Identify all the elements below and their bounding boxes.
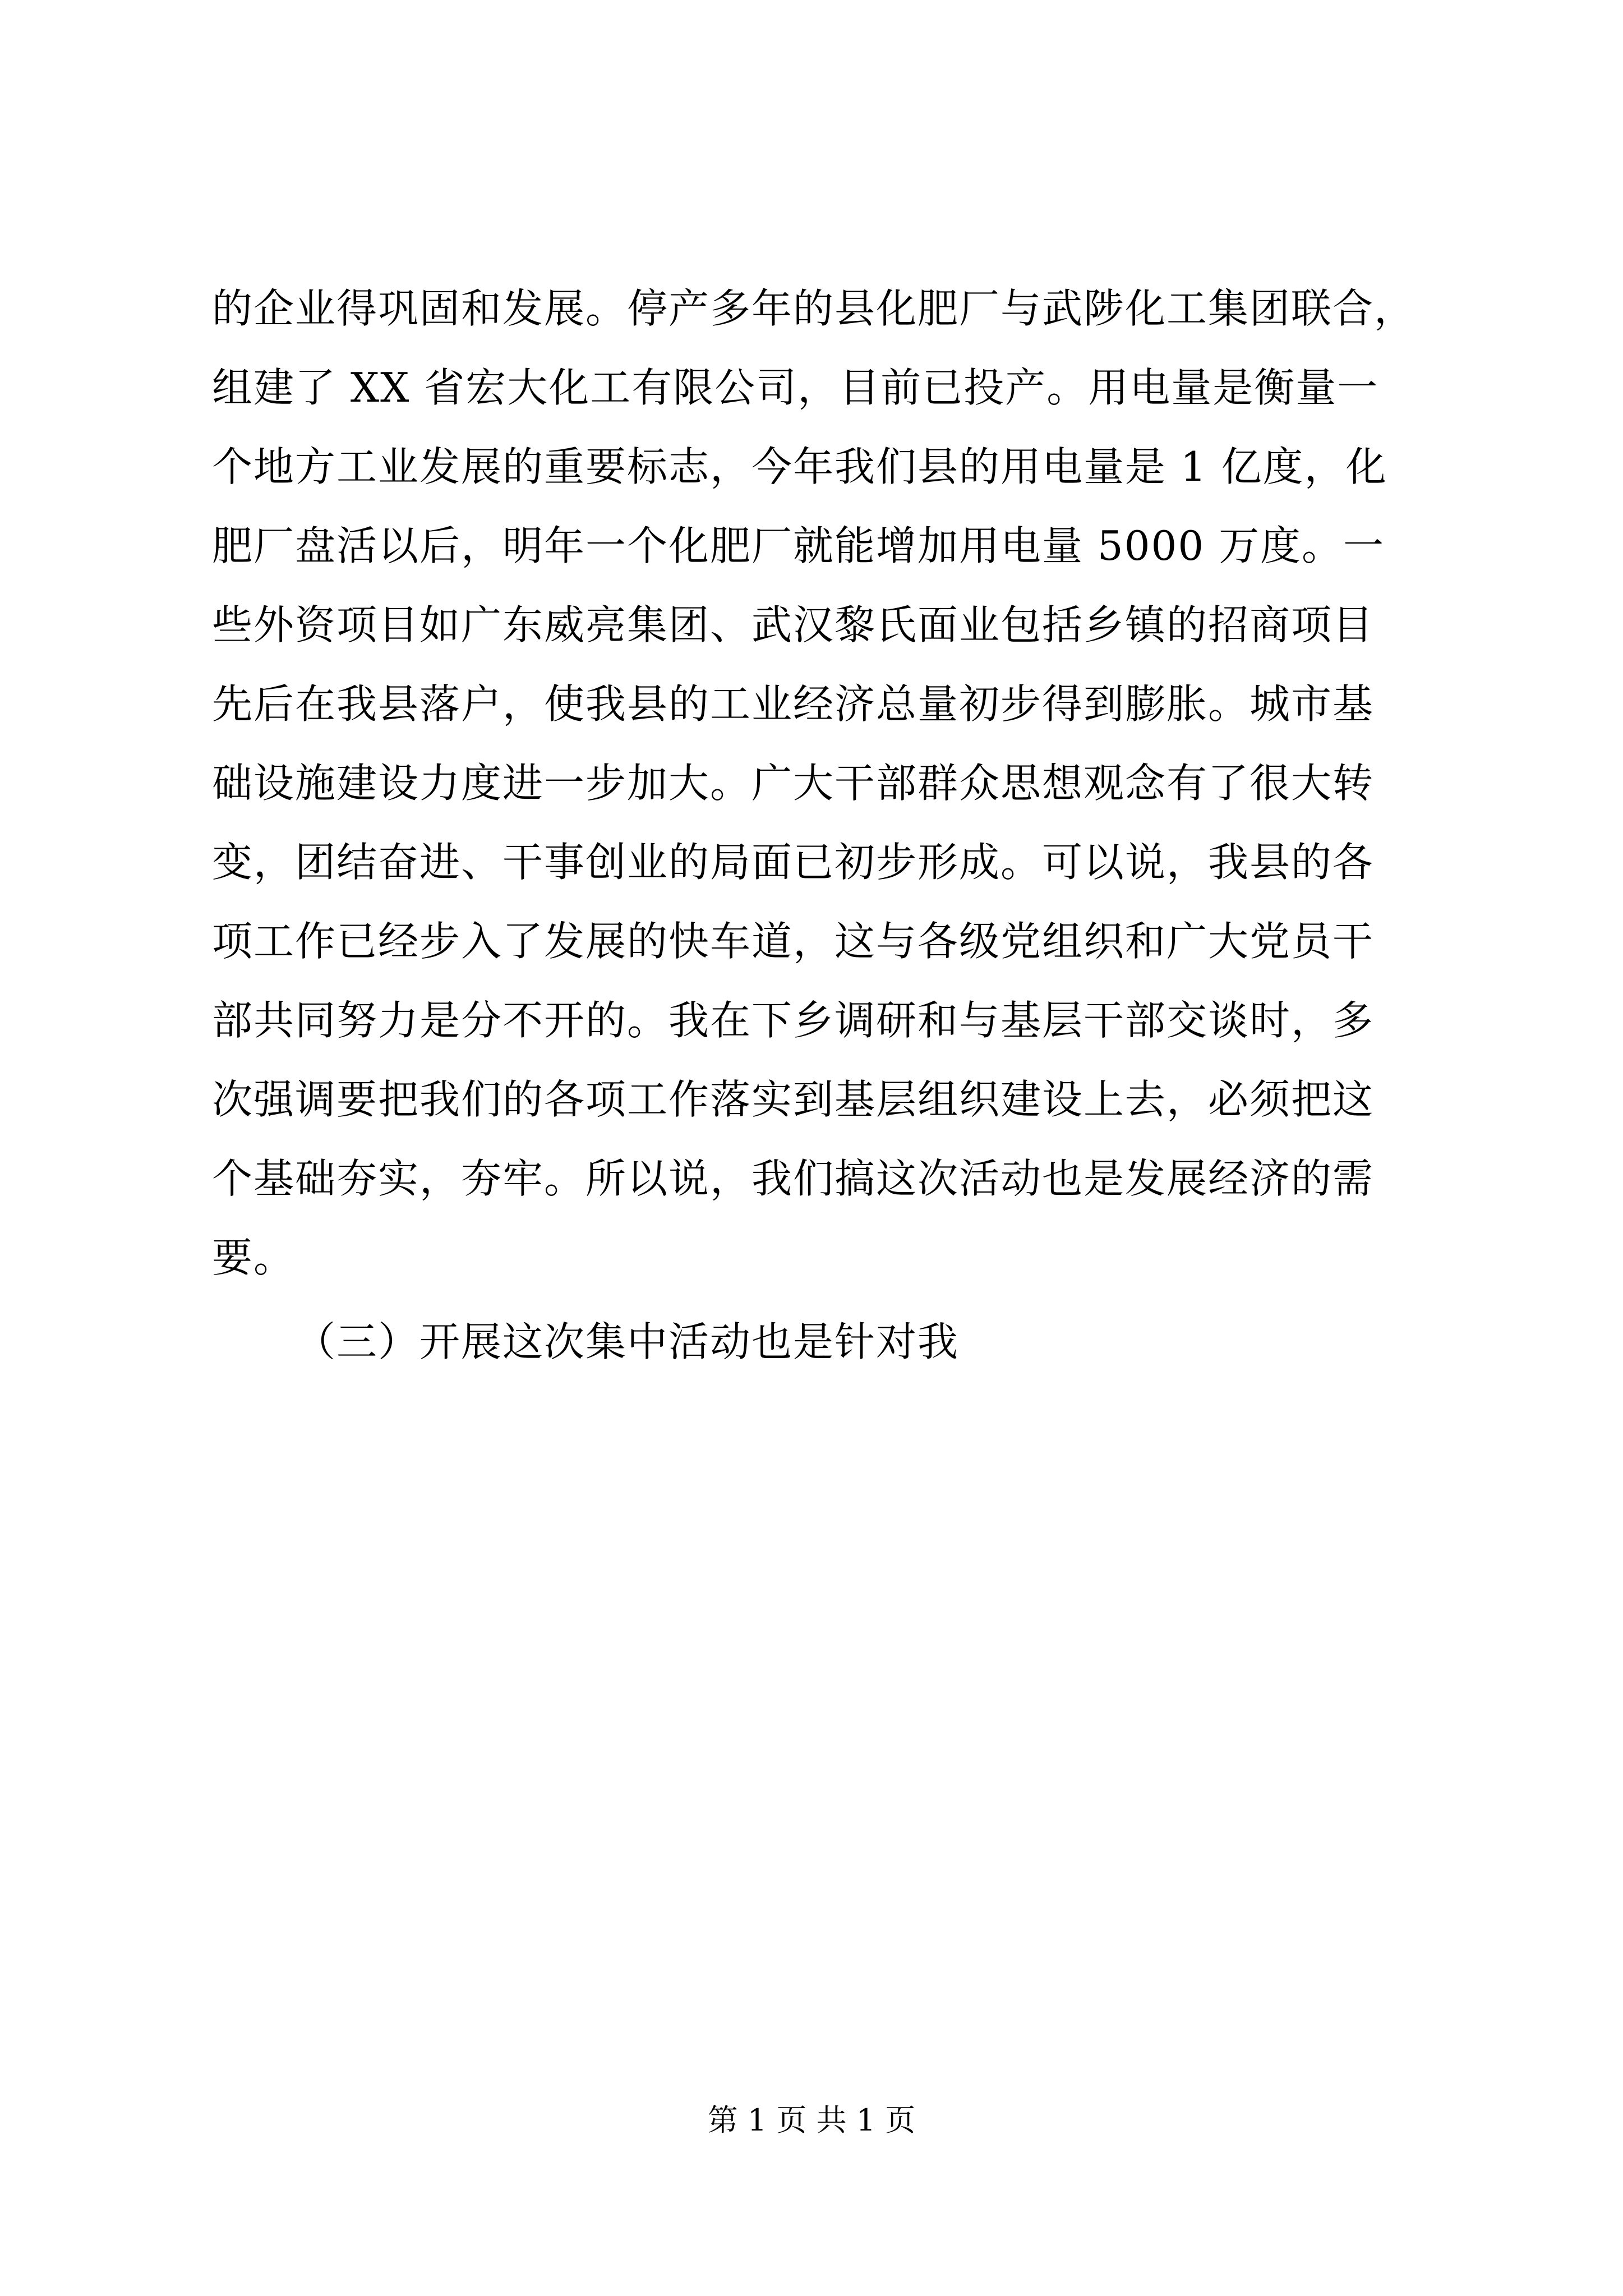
text-line: 肥厂盘活以后，明年一个化肥厂就能增加用电量 5000 万度。一 [212, 522, 1385, 569]
text-line: 些外资项目如广东威亮集团、武汉黎氏面业包括乡镇的招商项目 [212, 601, 1375, 648]
page-number-footer: 第 1 页 共 1 页 [707, 2102, 916, 2138]
text-line: 要。 [212, 1234, 296, 1281]
text-line: 组建了 XX 省宏大化工有限公司，目前已投产。用电量是衡量一 [212, 364, 1379, 411]
text-line: 的企业得巩固和发展。停产多年的县化肥厂与武陟化工集团联合， [212, 285, 1416, 332]
text-line: 变，团结奋进、干事创业的局面已初步形成。可以说，我县的各 [212, 839, 1375, 886]
text-line: 个地方工业发展的重要标志，今年我们县的用电量是 1 亿度，化 [212, 443, 1387, 490]
text-line: 次强调要把我们的各项工作落实到基层组织建设上去，必须把这 [212, 1076, 1375, 1123]
text-line: 础设施建设力度进一步加大。广大干部群众思想观念有了很大转 [212, 760, 1375, 807]
text-line: 部共同努力是分不开的。我在下乡调研和与基层干部交谈时，多 [212, 997, 1375, 1044]
section-heading: （三）开展这次集中活动也是针对我 [295, 1318, 960, 1365]
text-line: 项工作已经步入了发展的快车道，这与各级党组织和广大党员干 [212, 918, 1375, 965]
text-line: 个基础夯实，夯牢。所以说，我们搞这次活动也是发展经济的需 [212, 1155, 1375, 1202]
text-line: 先后在我县落户，使我县的工业经济总量初步得到膨胀。城市基 [212, 680, 1375, 728]
